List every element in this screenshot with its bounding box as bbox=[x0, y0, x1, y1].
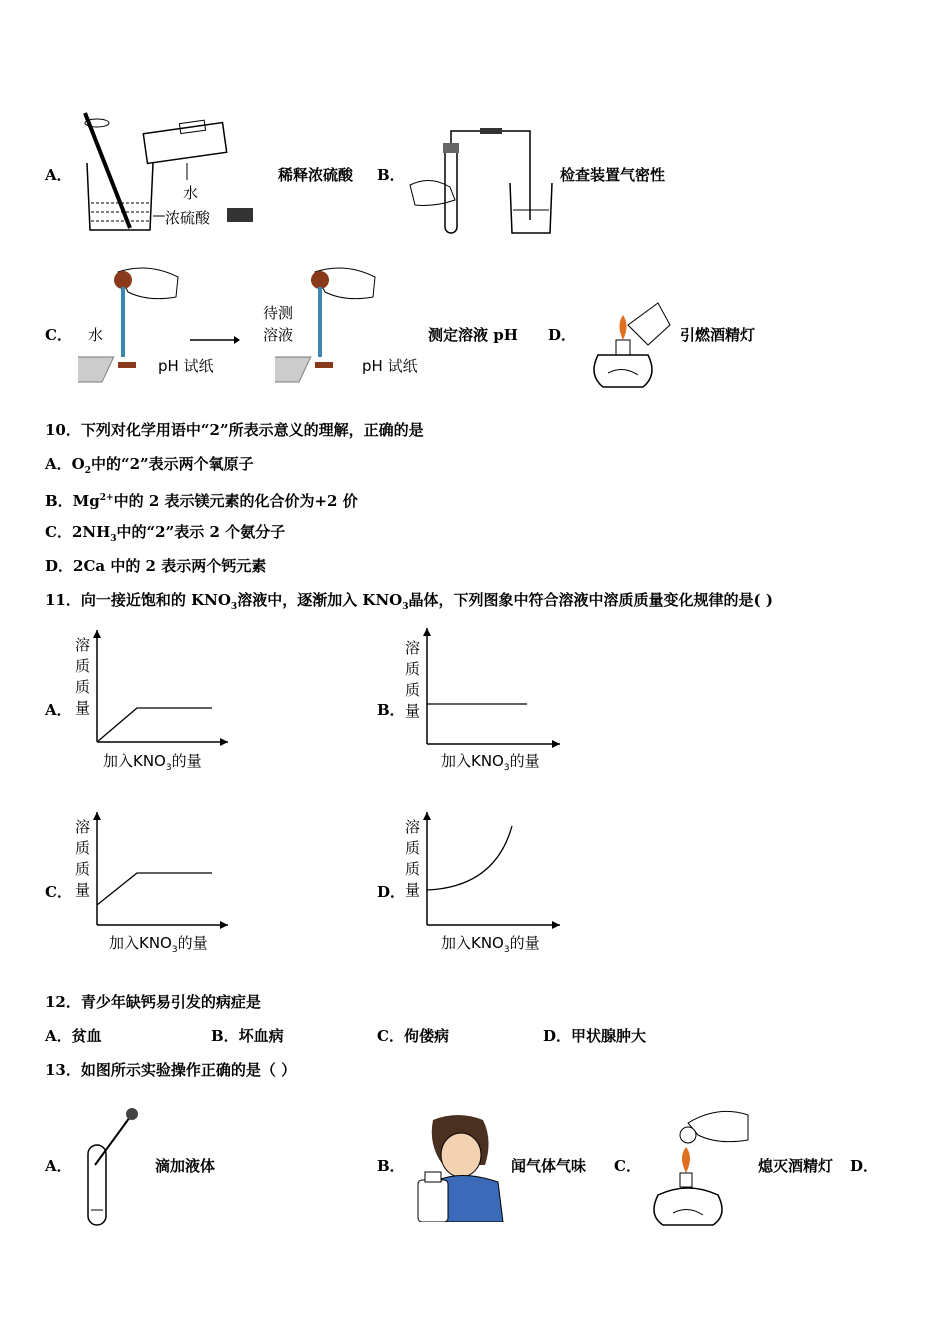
smell-gas-figure bbox=[413, 1110, 505, 1222]
q9-option-d-text: 引燃酒精灯 bbox=[680, 326, 756, 344]
ph-paper-label-2: pH 试纸 bbox=[362, 357, 418, 375]
q9-option-c-label: C． bbox=[45, 326, 72, 344]
q11-xlabel-a: 加入$KNO_3$的量 bbox=[103, 752, 202, 773]
extinguish-lamp-figure bbox=[648, 1105, 753, 1230]
q11-xlabel-d: 加入$KNO_3$的量 bbox=[441, 934, 540, 955]
q9-option-b-label: B． bbox=[377, 166, 405, 184]
q9-option-b-text: 检查装置气密性 bbox=[560, 166, 666, 184]
water-label: 水 bbox=[183, 184, 199, 202]
q11-xlabel-b: 加入$KNO_3$的量 bbox=[441, 752, 540, 773]
airtight-check-figure bbox=[405, 125, 555, 237]
q10-option-a: A．$O_2$中的“2”表示两个氧原子 bbox=[45, 455, 254, 476]
q13-option-c-label: C． bbox=[614, 1157, 641, 1175]
q13-option-d-label: D． bbox=[850, 1157, 879, 1175]
arrow-icon bbox=[190, 334, 240, 346]
q11-graph-b-label: B． bbox=[377, 701, 405, 719]
q9-option-a-text: 稀释浓硫酸 bbox=[278, 166, 354, 184]
q13-option-b-text: 闻气体气味 bbox=[511, 1157, 587, 1175]
ignite-lamp-figure bbox=[578, 295, 673, 393]
q13-option-c-text: 熄灭酒精灯 bbox=[758, 1157, 834, 1175]
q13-stem: 13．如图所示实验操作正确的是（ ） bbox=[45, 1061, 297, 1079]
q11-graph-a-label: A． bbox=[45, 701, 72, 719]
water-label-c: 水 bbox=[88, 326, 104, 344]
q11-graph-d-label: D． bbox=[377, 883, 406, 901]
q12-stem: 12．青少年缺钙易引发的病症是 bbox=[45, 993, 261, 1011]
q10-option-d: D．2Ca 中的 2 表示两个钙元素 bbox=[45, 557, 267, 575]
q9-option-d-label: D． bbox=[548, 326, 577, 344]
ph-paper-label-1: pH 试纸 bbox=[158, 357, 214, 375]
dropper-figure bbox=[80, 1105, 140, 1230]
q13-option-b-label: B． bbox=[377, 1157, 405, 1175]
q11-graph-c-label: C． bbox=[45, 883, 72, 901]
q13-option-a-text: 滴加液体 bbox=[155, 1157, 216, 1175]
q11-ylabel-d: 溶 质 质 量 bbox=[405, 818, 421, 899]
acid-label: 浓硫酸 bbox=[165, 209, 211, 227]
q11-xlabel-c: 加入$KNO_3$的量 bbox=[109, 934, 208, 955]
solution-label-2: 溶液 bbox=[263, 326, 294, 344]
q12-option-d: D．甲状腺肿大 bbox=[543, 1027, 647, 1045]
solution-label-1: 待测 bbox=[263, 304, 294, 322]
q11-ylabel-b: 溶 质 质 量 bbox=[405, 639, 421, 720]
q10-stem: 10．下列对化学用语中“2”所表示意义的理解，正确的是 bbox=[45, 421, 424, 439]
q12-option-a: A．贫血 bbox=[45, 1027, 102, 1045]
q10-option-c: C．$2NH_3$中的“2”表示 2 个氨分子 bbox=[45, 523, 286, 544]
q9-option-a-label: A． bbox=[45, 166, 72, 184]
q13-option-a-label: A． bbox=[45, 1157, 72, 1175]
q12-option-b: B．坏血病 bbox=[211, 1027, 284, 1045]
q12-option-c: C．佝偻病 bbox=[377, 1027, 449, 1045]
q9-option-c-text: 测定溶液 pH bbox=[428, 326, 518, 344]
q11-stem: 11．向一接近饱和的 $KNO_3$溶液中，逐渐加入 $KNO_3$晶体，下列图象中符合溶液中溶质质量变化规律的是( ) bbox=[45, 591, 773, 612]
q11-ylabel-a: 溶 质 质 量 bbox=[75, 636, 91, 717]
q11-ylabel-c: 溶 质 质 量 bbox=[75, 818, 91, 899]
q10-option-b: B．$Mg^{2+}$中的 2 表示镁元素的化合价为+2 价 bbox=[45, 492, 358, 510]
